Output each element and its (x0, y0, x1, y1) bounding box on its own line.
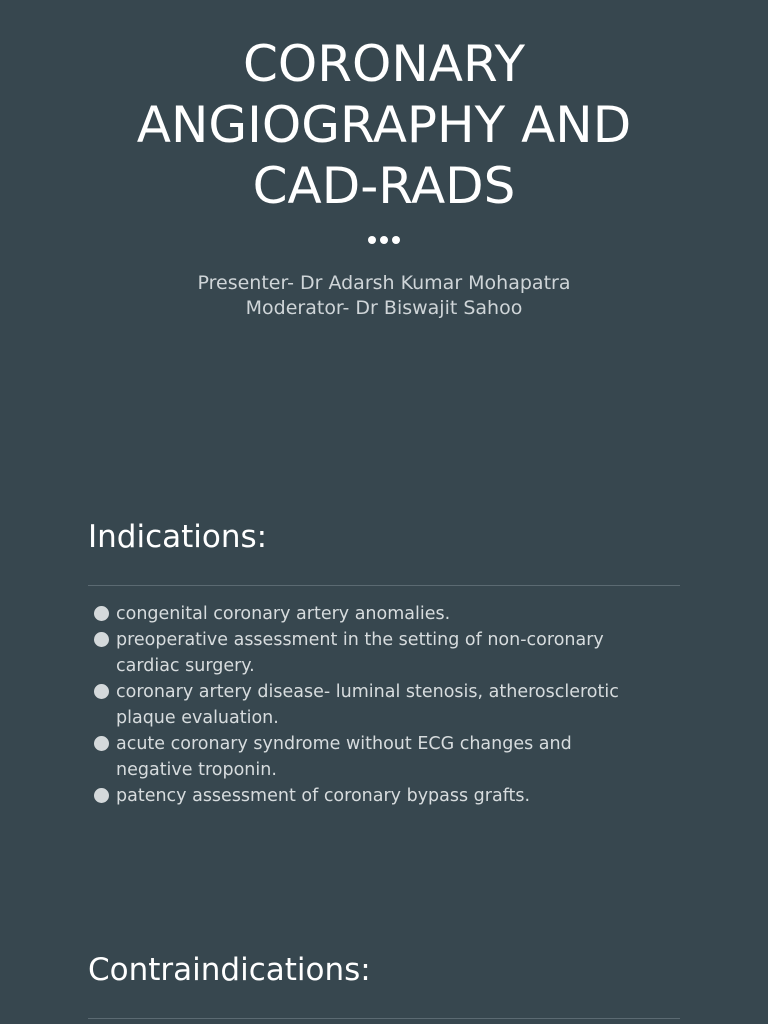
list-item-text: preoperative assessment in the setting of non-coronary (116, 630, 604, 650)
list-item (92, 601, 682, 627)
list-item-text: patency assessment of coronary bypass grafts. (116, 786, 531, 806)
bullet-icon (94, 788, 109, 803)
list-item (92, 783, 682, 809)
bullet-icon (94, 684, 109, 699)
contraindications-heading: Contraindications: (88, 952, 371, 988)
indications-list (92, 601, 682, 809)
list-item-text-continued: cardiac surgery. (116, 656, 255, 676)
indications-heading: Indications: (88, 519, 268, 555)
list-item (92, 679, 682, 731)
bullet-icon (94, 606, 109, 621)
contraindications-divider (88, 1018, 680, 1019)
title-line-3: CAD-RADS (252, 157, 516, 215)
list-item-text: congenital coronary artery anomalies. (116, 604, 451, 624)
list-item-text: coronary artery disease- luminal stenosis, atherosclerotic (116, 682, 619, 702)
list-item (92, 731, 682, 783)
title-line-1: CORONARY (242, 35, 526, 93)
bullet-icon (94, 736, 109, 751)
title-line-2: ANGIOGRAPHY AND (136, 96, 632, 154)
bullet-icon (94, 632, 109, 647)
moderator-line: Moderator- Dr Biswajit Sahoo (245, 297, 523, 319)
indications-divider (88, 585, 680, 586)
list-item-text-continued: plaque evaluation. (116, 708, 279, 728)
presenter-line: Presenter- Dr Adarsh Kumar Mohapatra (197, 272, 571, 294)
list-item-text: acute coronary syndrome without ECG changes and (116, 734, 572, 754)
list-item-text-continued: negative troponin. (116, 760, 277, 780)
list-item (92, 627, 682, 679)
